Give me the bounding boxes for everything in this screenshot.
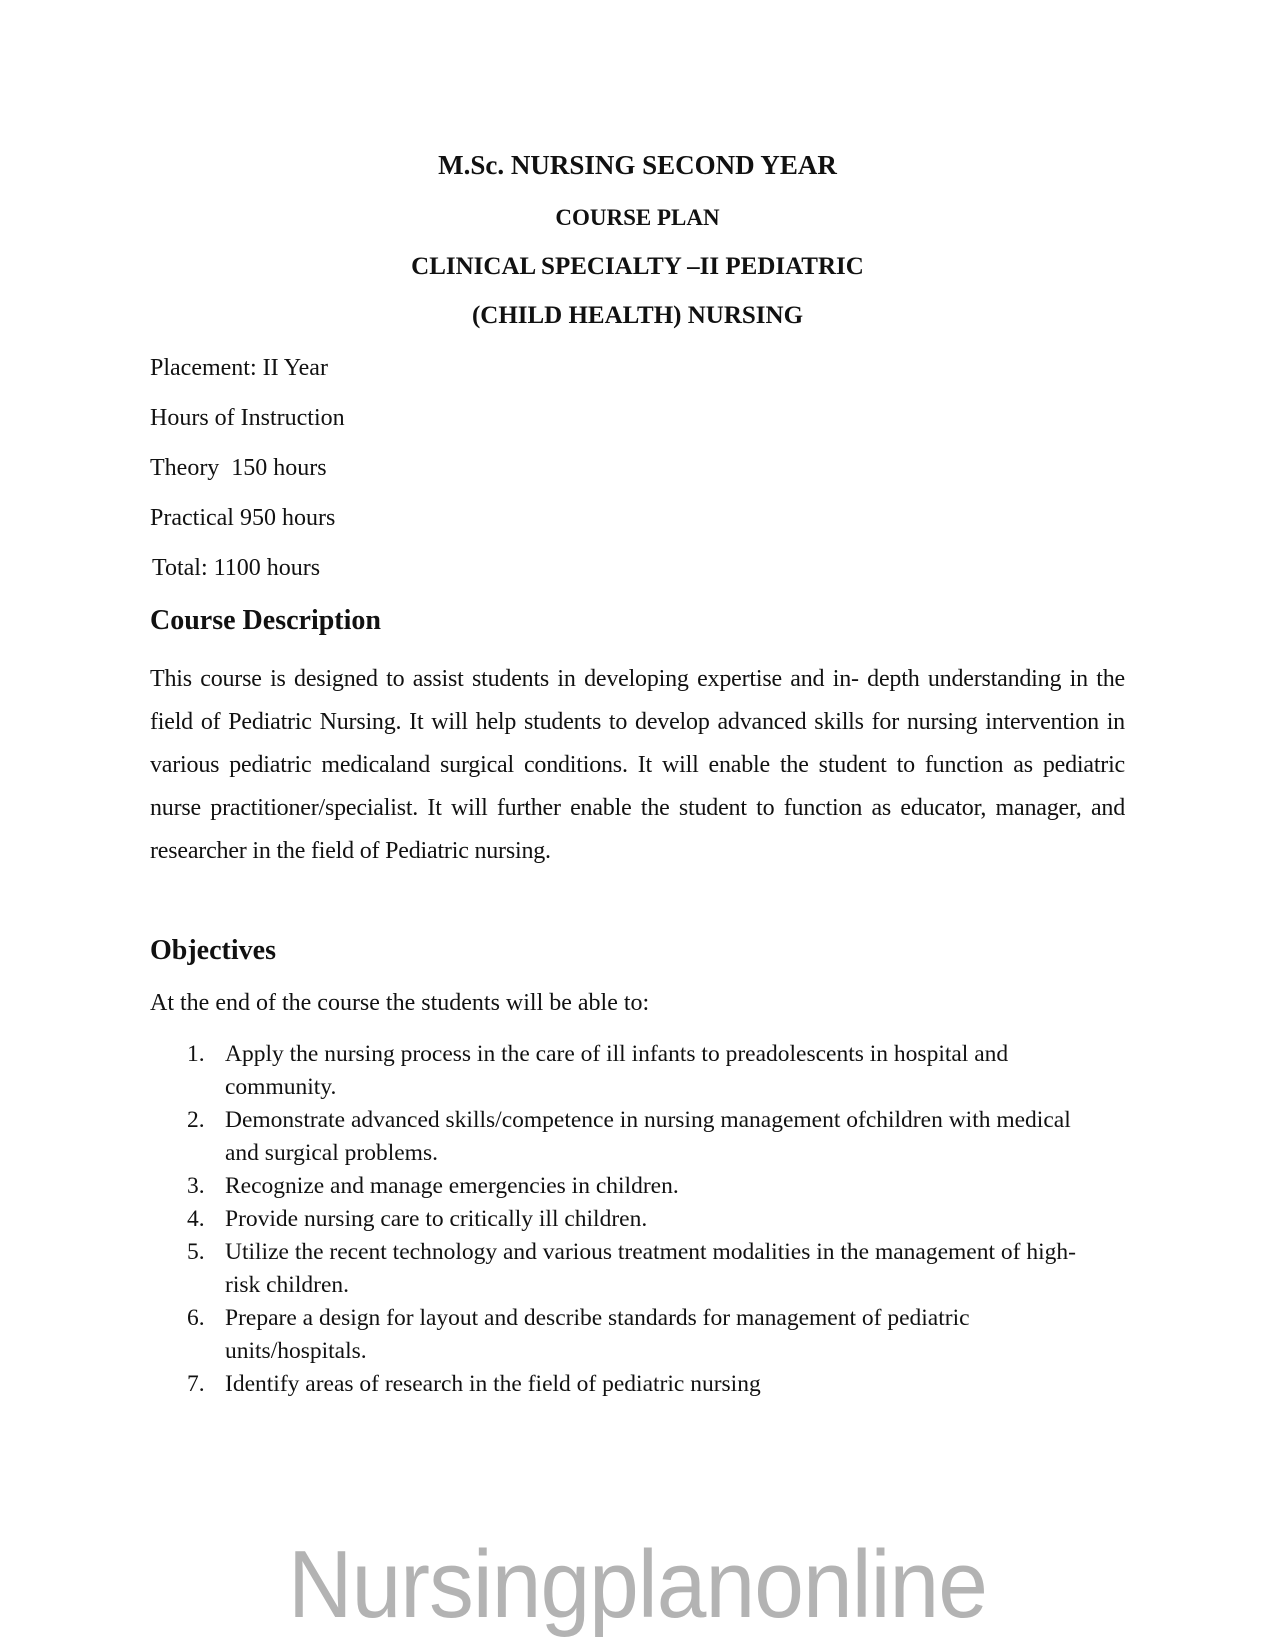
objective-number: 2.: [187, 1107, 205, 1133]
specialty-subtitle: (CHILD HEALTH) NURSING: [471, 302, 804, 329]
objective-text: Demonstrate advanced skills/competence in nursing management ofchildren with medical and surgical problems.: [225, 1107, 1071, 1166]
specialty-title: CLINICAL SPECIALTY –II PEDIATRIC: [411, 253, 864, 280]
objectives-list: [150, 1038, 1110, 1401]
objective-item: [150, 1368, 1110, 1401]
document-subtitle: COURSE PLAN: [555, 205, 720, 230]
course-description-heading: Course Description: [150, 605, 381, 636]
total-hours: Total: 1100 hours: [152, 555, 321, 581]
objective-number: 6.: [187, 1305, 205, 1331]
objective-item: [150, 1104, 1110, 1170]
objective-text: Recognize and manage emergencies in children.: [225, 1173, 679, 1199]
placement-text: Placement: II Year: [150, 355, 328, 381]
objective-text: Apply the nursing process in the care of ill infants to preadolescents in hospital and community.: [225, 1041, 1009, 1100]
objective-text: Utilize the recent technology and various treatment modalities in the management of high-risk children.: [225, 1239, 1076, 1298]
objective-number: 5.: [187, 1239, 205, 1265]
objective-number: 3.: [187, 1173, 205, 1199]
objective-item: [150, 1203, 1110, 1236]
objective-item: [150, 1302, 1110, 1368]
objective-text: Provide nursing care to critically ill children.: [225, 1206, 648, 1232]
objective-item: [150, 1236, 1110, 1302]
hours-of-instruction-label: Hours of Instruction: [150, 405, 345, 431]
objective-item: [150, 1170, 1110, 1203]
objective-number: 1.: [187, 1041, 205, 1067]
watermark-text: Nursingplanonline: [288, 1531, 987, 1638]
theory-hours: Theory 150 hours: [150, 455, 327, 481]
objective-number: 7.: [187, 1371, 205, 1397]
course-description-text: This course is designed to assist students in developing expertise and in- depth understanding in the field of Pediatric Nursing. It will help students to develop advanced skills for nursing intervention in various pediatric medicaland surgical conditions. It will enable the student to function as pediatric nurse practitioner/specialist. It will further enable the student to function as educator, manager, and researcher in the field of Pediatric nursing.: [150, 666, 1125, 864]
objective-item: [150, 1038, 1110, 1104]
document-title: M.Sc. NURSING SECOND YEAR: [438, 150, 837, 180]
objectives-heading: Objectives: [150, 935, 276, 966]
practical-hours: Practical 950 hours: [150, 505, 336, 531]
objective-number: 4.: [187, 1206, 205, 1232]
objective-text: Prepare a design for layout and describe standards for management of pediatric units/hospitals.: [225, 1305, 970, 1364]
objectives-intro: At the end of the course the students will be able to:: [150, 990, 650, 1016]
objective-text: Identify areas of research in the field of pediatric nursing: [225, 1371, 761, 1397]
